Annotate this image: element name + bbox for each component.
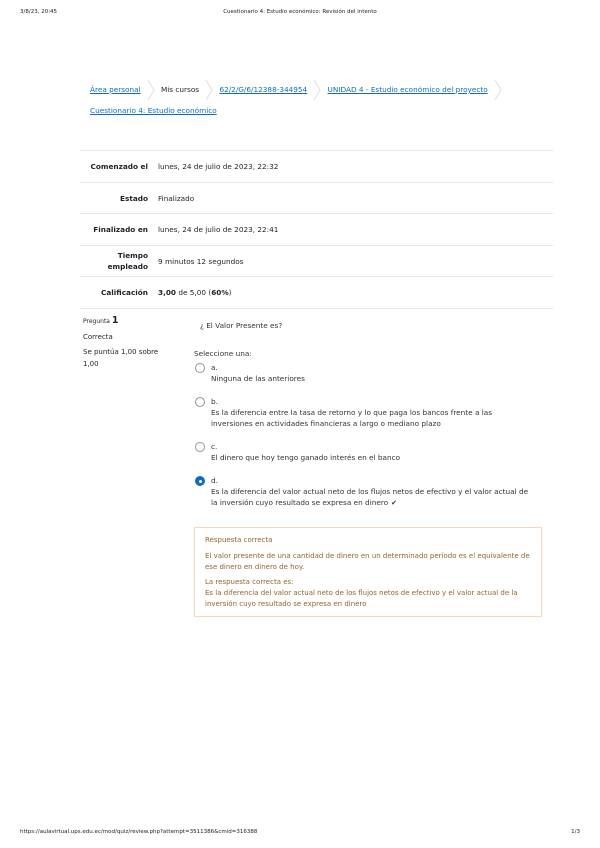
feedback-box (194, 527, 542, 617)
answer-letter: a. (211, 363, 218, 372)
answer-content (211, 475, 534, 509)
chevron-right-icon (494, 80, 502, 100)
answer-option-c[interactable] (194, 441, 534, 475)
breadcrumb-item-area-personal[interactable] (90, 84, 141, 105)
finished-label: Finalizado en (93, 225, 148, 234)
select-one-label: Seleccione una: (194, 349, 252, 358)
breadcrumb-item-course[interactable] (219, 84, 307, 105)
chevron-right-icon (205, 80, 213, 100)
breadcrumb (90, 84, 530, 126)
grade-of: de 5,00 ( (178, 288, 212, 297)
radio-button-selected[interactable] (195, 476, 205, 486)
answer-options (194, 362, 534, 509)
time-value: 9 minutos 12 segundos (158, 256, 244, 266)
breadcrumb-text: Mis cursos (160, 85, 200, 94)
summary-row-state (80, 183, 553, 214)
answer-option-d[interactable] (194, 475, 534, 509)
answer-text (211, 486, 534, 509)
question-number-label: Pregunta (83, 318, 110, 325)
breadcrumb-link[interactable]: Cuestionario 4: Estudio económico (90, 106, 217, 115)
started-label: Comenzado el (90, 162, 148, 171)
answer-letter: d. (211, 476, 218, 485)
print-page-number: 1/3 (571, 829, 580, 835)
question-status: Correcta (83, 333, 113, 341)
chevron-right-icon (313, 80, 321, 100)
breadcrumb-link[interactable]: UNIDAD 4 - Estudio económico del proyecto (327, 85, 488, 94)
print-date: 3/8/23, 20:45 (20, 9, 58, 15)
summary-row-started (80, 151, 553, 183)
answer-content (211, 441, 400, 475)
question-number (83, 315, 183, 328)
breadcrumb-item-mis-cursos (161, 84, 199, 105)
question-points: Se puntúa 1,00 sobre 1,00 (83, 348, 159, 368)
breadcrumb-link[interactable]: 62/2/G/6/12388-344954 (219, 85, 308, 94)
right-answer-label: La respuesta correcta es: (205, 578, 294, 586)
grade-score: 3,00 (158, 288, 177, 297)
radio-button[interactable] (195, 442, 205, 452)
grade-percent: 60% (211, 288, 229, 297)
answer-option-b[interactable] (194, 396, 534, 441)
state-label: Estado (120, 193, 148, 203)
print-url: https://aulavirtual.ups.edu.ec/mod/quiz/review.php?attempt=3511386&cmid=316388 (20, 829, 258, 835)
grade-end: ) (228, 288, 232, 297)
breadcrumb-link[interactable]: Área personal (90, 85, 141, 94)
feedback-title: Respuesta correcta (205, 536, 273, 544)
grade-value (158, 287, 553, 298)
print-title: Cuestionario 4: Estudio económico: Revisión del intento (223, 9, 377, 15)
answer-text: El dinero que hoy tengo ganado interés en el banco (211, 453, 401, 462)
radio-button[interactable] (195, 397, 205, 407)
answer-option-a[interactable] (194, 362, 534, 396)
state-value: Finalizado (158, 193, 195, 203)
breadcrumb-item-unidad[interactable] (328, 84, 488, 105)
time-label: Tiempo empleado (107, 251, 148, 271)
question-text: ¿ El Valor Presente es? (200, 321, 283, 330)
summary-row-time (80, 246, 553, 277)
grade-label: Calificación (101, 288, 148, 297)
radio-button[interactable] (195, 363, 205, 373)
chevron-right-icon (147, 80, 155, 100)
general-feedback: El valor presente de una cantidad de dinero en un determinado período es el equivalente de ese dinero en dinero de hoy. (205, 552, 530, 571)
summary-row-finished (80, 214, 553, 246)
summary-row-grade (80, 277, 553, 309)
answer-letter: b. (211, 397, 218, 406)
answer-content (211, 362, 305, 396)
right-answer-text: Es la diferencia del valor actual neto de los flujos netos de efectivo y el valor actual de la inversión cuyo resultado se expresa en dinero (205, 589, 518, 608)
answer-text-value: Es la diferencia del valor actual neto de los flujos netos de efectivo y el valor actual de la inversión cuyo resultado se expresa en dinero (211, 487, 529, 507)
attempt-summary-table (80, 150, 553, 309)
question-info (83, 315, 183, 370)
answer-text: Es la diferencia entre la tasa de retorno y lo que paga los bancos frente a las inversiones en actividades financieras a largo o mediano plazo (211, 408, 493, 428)
check-icon: ✔ (391, 499, 398, 507)
started-value: lunes, 24 de julio de 2023, 22:32 (158, 162, 279, 171)
question-number-value: 1 (111, 315, 119, 326)
answer-content (211, 396, 534, 441)
answer-text: Ninguna de las anteriores (211, 374, 305, 383)
finished-value: lunes, 24 de julio de 2023, 22:41 (158, 225, 279, 234)
answer-letter: c. (211, 442, 218, 451)
breadcrumb-item-quiz[interactable] (90, 105, 217, 126)
